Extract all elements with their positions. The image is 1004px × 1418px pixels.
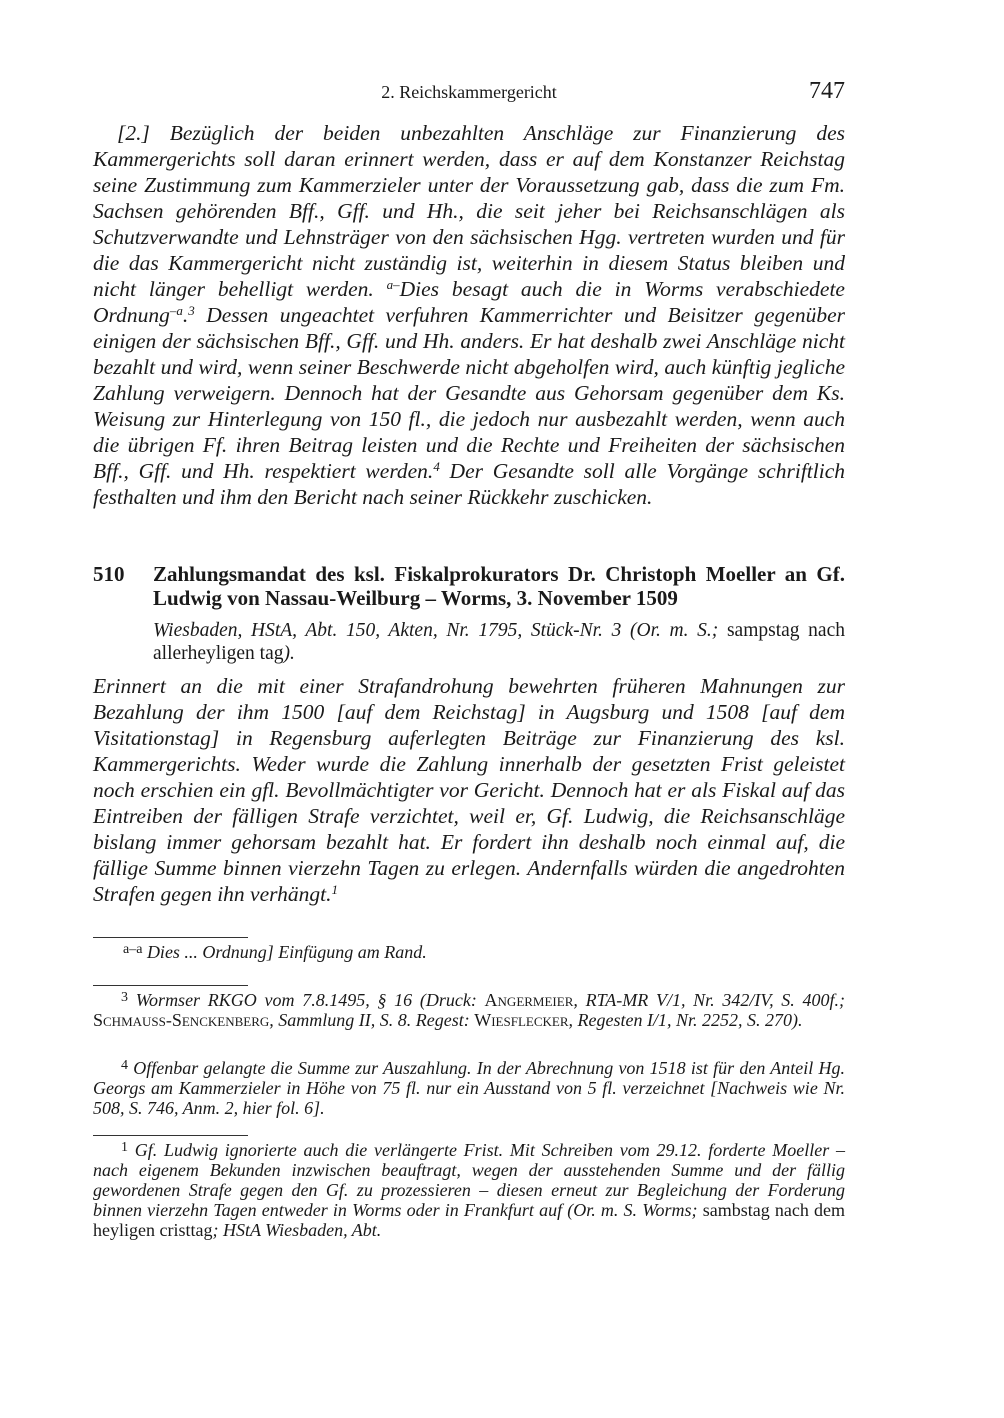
- footnote-3: [93, 990, 845, 1030]
- footnote-4-text: Offenbar gelangte die Summe zur Auszahlung. In der Abrechnung von 1518 ist für den Anteil Hg. Georgs am Kammerzieler in Höhe von 75 fl. nur ein Ausstand von 5 fl. verzeichnet [Nachweis wie Nr. 508, S. 746, Anm. 2, hier fol. 6].: [93, 1058, 845, 1118]
- running-head: [93, 78, 845, 108]
- footnote-3-author-1: Angermeier: [484, 990, 574, 1010]
- section-title: 2. Reichskammergericht: [381, 82, 557, 102]
- footnote-3-author-2: Schmauss-Senckenberg: [93, 1010, 270, 1030]
- mark-a-close: –a: [169, 303, 183, 318]
- footnote-ref-3[interactable]: 3: [188, 303, 195, 318]
- footnote-3-text-3: , Sammlung II, S. 8. Regest:: [269, 1010, 475, 1030]
- regest-paragraph: [93, 673, 845, 907]
- footnote-aa-text: Dies ... Ordnung] Einfügung am Rand.: [142, 942, 427, 962]
- footnote-mark-4: 4: [121, 1058, 128, 1073]
- footnote-rule-textcritical: [93, 937, 248, 938]
- footnote-rule-document: [93, 1135, 248, 1136]
- footnote-ref-4[interactable]: 4: [433, 459, 440, 474]
- p1-text-2: Dies besagt auch die in Worms verabschiedete Ordnung: [93, 277, 845, 327]
- footnote-3-text-4: , Regesten I/1, Nr. 2252, S. 270).: [568, 1010, 803, 1030]
- source-close: ).: [283, 643, 295, 664]
- document-title: Zahlungsmandat des ksl. Fiskalprokurators Dr. Christoph Moeller an Gf. Ludwig von Nassau-Weilburg – Worms, 3. November 1509: [153, 562, 845, 610]
- footnote-1-text-2: ; HStA Wiesbaden, Abt.: [212, 1220, 382, 1240]
- footnote-rule-commentary: [93, 985, 248, 986]
- footnote-mark-1: 1: [121, 1140, 128, 1155]
- source-archive: Wiesbaden, HStA, Abt. 150, Akten, Nr. 1795, Stück-Nr. 3 (Or. m. S.;: [153, 620, 719, 641]
- document-source: [153, 619, 845, 665]
- page-number: 747: [809, 78, 845, 104]
- footnote-3-author-3: Wiesflecker: [474, 1010, 569, 1030]
- p1-text-5: Der Gesandte soll alle Vorgänge schriftlich festhalten und ihm den Bericht nach seiner Rückkehr zuschicken.: [93, 459, 846, 509]
- footnote-3-text-2: , RTA-MR V/1, Nr. 342/IV, S. 400f.;: [573, 990, 845, 1010]
- footnote-1-text-1: Gf. Ludwig ignorierte auch die verlängerte Frist. Mit Schreiben vom 29.12. forderte Moeller – nach eigenem Bekunden inzwischen beauftragt, wegen der ausstehenden Summe und der fällig gewordenen Strafe gegen den Gf. zu prozessieren – diesen erneut zur Begleichung der Forderung binnen vierzehn Tagen entweder in Worms oder in Frankfurt auf (Or. m. S. Worms;: [93, 1140, 845, 1220]
- p1-text-3: .: [182, 303, 189, 327]
- paragraph-main-1: [93, 120, 845, 510]
- footnote-mark-3: 3: [121, 990, 128, 1005]
- mark-a-open: a–: [386, 277, 400, 292]
- footnote-aa: [123, 942, 845, 962]
- footnote-1: [93, 1140, 845, 1240]
- regest-text: Erinnert an die mit einer Strafandrohung bewehrten früheren Mahnungen zur Bezahlung der ihm 1500 [auf dem Reichstag] in Augsburg und 1508 [auf dem Visitationstag] in Regensburg auferlegten Beiträge zur Finanzierung des ksl. Kammergerichts. Weder wurde die Zahlung innerhalb der gesetzten Frist geleistet noch erschien ein gfl. Bevollmächtigter vor Gericht. Dennoch hat er als Fiskal auf das Eintreiben der fälligen Strafe verzichtet, weil er, Gf. Ludwig, die Reichsanschläge bislang immer gehorsam bezahlt hat. Er fordert ihn deshalb noch einmal auf, die fällige Summe binnen vierzehn Tagen zu erlegen. Andernfalls würden die angedrohten Strafen gegen ihn verhängt.: [93, 674, 845, 906]
- document-number: 510: [93, 562, 125, 586]
- p1-text-1: [2.] Bezüglich der beiden unbezahlten Anschläge zur Finanzierung des Kammergerichts soll daran erinnert werden, dass er auf dem Konstanzer Reichstag seine Zustimmung zum Kammerzieler unter der Voraussetzung gab, dass die zum Fm. Sachsen gehörenden Bff., Gff. und Hh., die seit jeher bei Reichsanschlägen als Schutzverwandte und Lehnsträger von den sächsischen Hgg. vertreten wurden und für die das Kammergericht nicht zuständig ist, weiterhin in diesem Status bleiben und nicht länger behelligt werden.: [93, 121, 845, 301]
- p1-text-4: Dessen ungeachtet verfuhren Kammerrichter und Beisitzer gegenüber einigen der sächsischen Bff., Gff. und Hh. anders. Er hat deshalb zwei Anschläge nicht bezahlt und wird, wenn seiner Beschwerde nicht abgeholfen wird, auch künftig jegliche Zahlung verweigern. Dennoch hat der Gesandte aus Gehorsam gegenüber dem Ks. Weisung zur Hinterlegung von 150 fl., die jedoch nur ausbezahlt werden, wenn auch die übrigen Ff. ihren Beitrag leisten und die Rechte und Freiheiten der sächsischen Bff., Gff. und Hh. respektiert werden.: [93, 303, 845, 483]
- footnote-1-date-quote: sambstag nach dem heyligen cristtag: [93, 1200, 845, 1240]
- footnote-mark-aa: a–a: [123, 942, 143, 957]
- footnote-4: [93, 1058, 845, 1118]
- source-date-quote: sampstag nach allerheyligen tag: [153, 620, 845, 664]
- footnote-ref-1[interactable]: 1: [331, 882, 338, 897]
- footnote-3-text-1: Wormser RKGO vom 7.8.1495, § 16 (Druck:: [128, 990, 485, 1010]
